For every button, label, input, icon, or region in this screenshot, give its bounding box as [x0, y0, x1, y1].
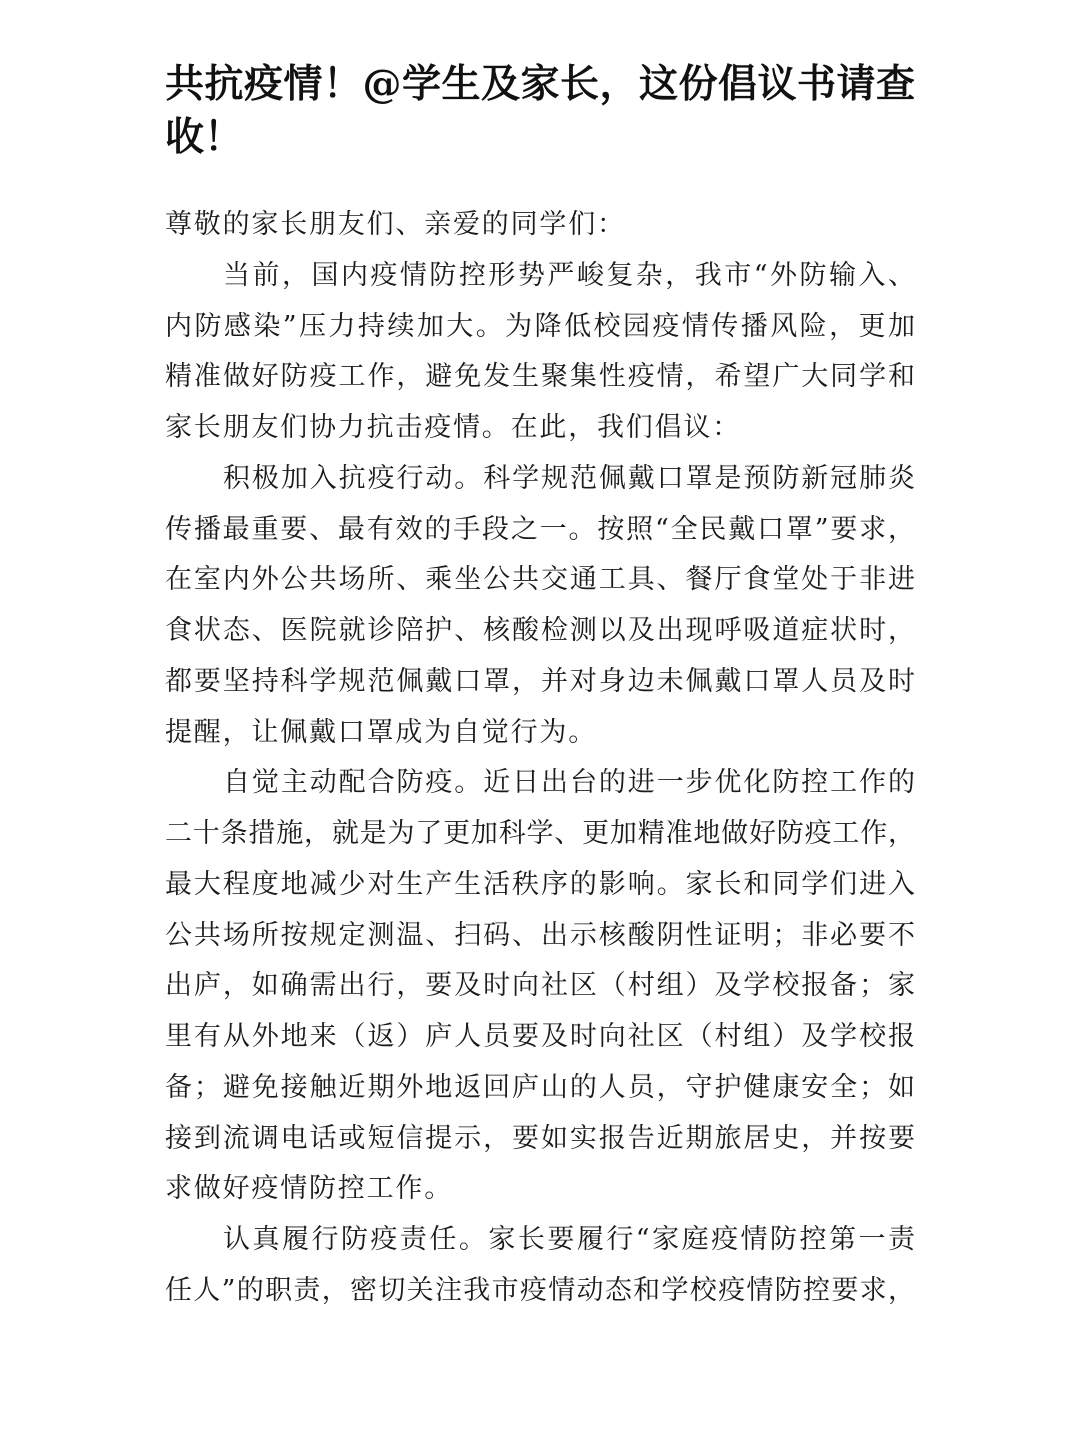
- title-line: 共抗疫情！@学生及家长，这份倡议书请查: [165, 61, 915, 107]
- paragraph-line: 接到流调电话或短信提示，要如实报告近期旅居史，并按要: [165, 1122, 915, 1154]
- paragraph-4: [165, 1215, 915, 1317]
- greeting-line: 尊敬的家长朋友们、亲爱的同学们：: [165, 209, 626, 240]
- paragraph-line: 精准做好防疫工作，避免发生聚集性疫情，希望广大同学和: [165, 361, 915, 393]
- paragraph-line: 认真履行防疫责任。家长要履行“家庭疫情防控第一责: [223, 1224, 915, 1255]
- paragraph-line: 自觉主动配合防疫。近日出台的进一步优化防控工作的: [223, 767, 915, 799]
- paragraph-line: 积极加入抗疫行动。科学规范佩戴口罩是预防新冠肺炎: [223, 462, 915, 494]
- paragraph-line: 当前，国内疫情防控形势严峻复杂，我市“外防输入、: [223, 259, 915, 291]
- paragraph-line: 传播最重要、最有效的手段之一。按照“全民戴口罩”要求，: [165, 513, 915, 545]
- paragraph-1: [165, 251, 915, 454]
- paragraph-line: 任人”的职责，密切关注我市疫情动态和学校疫情防控要求，: [165, 1274, 915, 1306]
- paragraph-line: 最大程度地减少对生产生活秩序的影响。家长和同学们进入: [165, 868, 915, 900]
- paragraph-line: 里有从外地来（返）庐人员要及时向社区（村组）及学校报: [165, 1021, 915, 1052]
- document-title: [165, 58, 915, 164]
- paragraph-line: 家长朋友们协力抗击疫情。在此，我们倡议：: [165, 412, 741, 443]
- paragraph-line: 二十条措施，就是为了更加科学、更加精准地做好防疫工作，: [165, 818, 915, 849]
- paragraph-2: [165, 454, 915, 759]
- greeting: [165, 200, 915, 251]
- paragraph-line: 求做好疫情防控工作。: [165, 1173, 453, 1205]
- paragraph-3: [165, 758, 915, 1215]
- paragraph-line: 备；避免接触近期外地返回庐山的人员，守护健康安全；如: [165, 1071, 915, 1103]
- paragraph-line: 提醒，让佩戴口罩成为自觉行为。: [165, 716, 597, 748]
- paragraph-line: 食状态、医院就诊陪护、核酸检测以及出现呼吸道症状时，: [165, 615, 915, 646]
- paragraph-line: 公共场所按规定测温、扫码、出示核酸阴性证明；非必要不: [165, 919, 915, 951]
- document-body: [165, 200, 915, 1317]
- title-line: 收！: [165, 114, 244, 160]
- paragraph-line: 在室内外公共场所、乘坐公共交通工具、餐厅食堂处于非进: [165, 564, 915, 596]
- paragraph-line: 内防感染”压力持续加大。为降低校园疫情传播风险，更加: [165, 310, 915, 342]
- paragraph-line: 都要坚持科学规范佩戴口罩，并对身边未佩戴口罩人员及时: [165, 665, 915, 697]
- paragraph-line: 出庐，如确需出行，要及时向社区（村组）及学校报备；家: [165, 970, 915, 1002]
